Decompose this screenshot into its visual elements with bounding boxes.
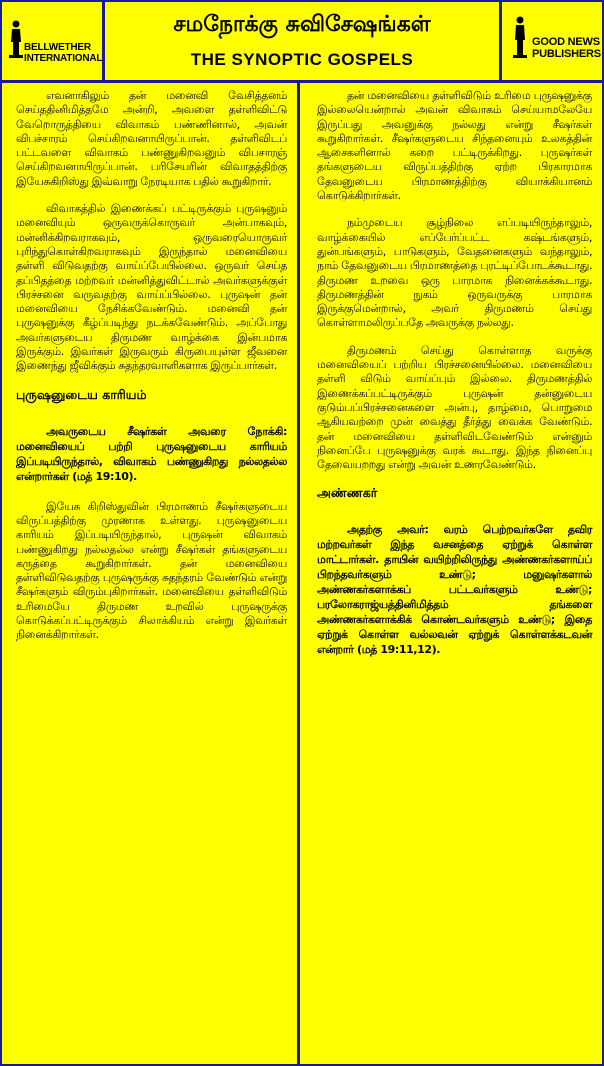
paragraph: தன் மனைவியை தள்ளிவிடும் உரிமை புருஷனுக்கு இல்லையென்றால் அவன் விவாகம் செய்யாமலேயே இருப்பது அவனுக்கு நல்லது என்று சீஷர்கள் கூறுகிறார்கள். சீஷர்களுடைய சிந்தனையும் உலகத்தின் ஆசைகளினால் கறை பட்டிருக்கிறது. புருஷர்கள் தங்களுடைய விருப்பத்திற்கு ஏற்ற பிரகாரமாக தேவனுடைய பிரமாணத்திற்கு வியாக்கியானம் கொடுக்கிறார்கள்.: [317, 89, 592, 203]
logo-line: GOOD NEWS: [532, 36, 600, 48]
paragraph: விவாகத்தில் இணைக்கப் பட்டிருக்கும் புருஷனும் மனைவியும் ஒருவருக்கொருவர் அன்பாகவும், மன்னிக்கிறவராகவும், ஒருவரையொருவர் புரிந்துகொள்கிறவராகவும் இருந்தால் மனைவியை தள்ளி விடுவதற்கு வாய்ப்பேயில்லை. ஒருவர் செய்த தப்பிதத்தை மற்றவர் மன்னித்துவிட்டால் அவர்களுக்குள் பிரச்சனை வருவதற்கு வாய்ப்பில்லை. புருஷன் தன் மனைவியை நேசிக்கவேண்டும். மனைவி தன் புருஷனுக்கு கீழ்ப்படிந்து நடக்கவேண்டும். அப்போது அவர்களுடைய திருமண வாழ்க்கை இன்பமாக இருக்கும். இவர்கள் இருவரும் கிருபையுள்ள ஜீவனை இணைந்து ஜீவிக்கும் சுதந்தரவாளிகளாக இருப்பார்கள்.: [16, 202, 287, 373]
logo-line: BELLWETHER: [24, 42, 91, 53]
person-icon: [512, 16, 528, 58]
scripture-quote: அதற்கு அவர்: வரம் பெற்றவர்களே தவிர மற்றவர்கள் இந்த வசனத்தை ஏற்றுக் கொள்ள மாட்டார்கள். தாயின் வயிற்றிலிருந்து அண்ணகர்களாய்ப் பிறந்தவர்களும் உண்டு; மனுஷர்களால் அண்ணகர்களாக்கப் பட்டவர்களும் உண்டு; பரலோகராஜ்யத்தினிமித்தம் தங்களை அண்ணகர்களாக்கிக் கொண்டவர்களும் உண்டு; இதை ஏற்றுக் கொள்ள வல்லவன் ஏற்றுக் கொள்ளக்கடவன் என்றார் (மத் 19:11,12).: [317, 523, 592, 657]
paragraph: எவனாகிலும் தன் மனைவி வேசித்தனம் செய்ததினிமித்தமே அன்றி, அவளை தள்ளிவிட்டு வேறொருத்தியை விவாகம் பண்ணினால், அவன் விபச்சாரம் செய்கிறவனாயிருப்பான். தள்ளிவிடப் பட்டவளை விவாகம் பண்ணுகிறவனும் விபசாரஞ் செய்கிறவனாயிருப்பான். பரிசேயரின் விவாதத்திற்கு இயேசுகிறிஸ்து இவ்வாறு நேரடியாக பதில் கூறுகிறார்.: [16, 89, 287, 188]
right-column: [303, 83, 602, 1064]
person-icon: [8, 20, 24, 58]
paragraph: இயேசு கிறிஸ்துவின் பிரமாணம் சீஷர்களுடைய விருப்பத்திற்கு முரணாக உள்ளது. புருஷனுடைய காரியம் இப்படியிருந்தால், புருஷன் விவாகம் பண்ணுகிறது நல்லதல்ல என்று சீஷர்கள் தங்களுடைய கருத்தை கூறுகிறார்கள். தன் மனைவியை தள்ளிவிடுவதற்கு புருஷருக்கு சுதந்தரம் வேண்டும் என்று சீஷர்களும் விரும்புகிறார்கள். மனைவியை தள்ளிவிடும் உரிமையே திருமண உறவில் புருஷருக்கு கொடுக்கப்பட்டிருக்கும் சிலாக்கியம் என்று இவர்கள் நினைக்கிறார்கள்.: [16, 499, 287, 642]
left-column: [2, 83, 300, 1064]
logo-text-left: [24, 42, 102, 64]
good-news-logo: [499, 2, 602, 80]
logo-line: INTERNATIONAL: [24, 53, 103, 64]
logo-line: PUBLISHERS: [532, 48, 601, 60]
section-heading: புருஷனுடைய காரியம்: [16, 386, 147, 402]
section-heading: அண்ணகர்: [317, 485, 378, 501]
scripture-quote: அவருடைய சீஷர்கள் அவரை நோக்கி: மனைவியைப் பற்றி புருஷனுடைய காரியம் இப்படியிருந்தால், விவாகம் பண்ணுகிறது நல்லதல்ல என்றார்கள் (மத் 19:10).: [16, 424, 287, 483]
paragraph: நம்முடைய சூழ்நிலை எப்படியிருந்தாலும், வாழ்க்கையில் எப்பேர்ப்பட்ட கஷ்டங்களும், துன்பங்களும், பாடுகளும், வேதனைகளும் வந்தாலும், நாம் தேவனுடைய பிரமாணத்தை புரட்டிப்போடக்கூடாது. திருமண உறவை ஒரு பாரமாக நினைக்கக்கூடாது. திருமணத்தின் நுகம் ஒருவருக்கு பாரமாக இருக்குமென்றால், அவர் திருமணம் செய்து கொள்ளாமலிருப்பதே அவருக்கு நல்லது.: [317, 216, 592, 330]
header: [2, 2, 602, 83]
title-area: [106, 2, 498, 80]
logo-text-right: [532, 36, 601, 60]
paragraph: திருமணம் செய்து கொள்ளாத வருக்கு மனைவியைப் பற்றிய பிரச்சனையில்லை. மனைவியை தள்ளி விடும் வாய்ப்பும் இல்லை. திருமணத்தில் இணைக்கப்பட்டிருக்கும் புருஷன் தன்னுடைய குடும்பப்பிரச்சனைகளை அன்பு, தாழ்மை, பொறுமை ஆகியவற்றை முன் வைத்து தீர்த்து வைக்க வேண்டும். தன் மனைவியை தள்ளிவிடவேண்டும் என்னும் நினைப்பே புருஷனுக்கு வரக் கூடாது. இந்த நினைப்பு தேவையறறது என்று அவன் உணரவேண்டும்.: [317, 343, 592, 472]
page-title-tamil: சமநோக்கு சுவிசேஷங்கள்: [173, 12, 431, 37]
page-title-english: THE SYNOPTIC GOSPELS: [190, 50, 414, 69]
bellwether-logo: [2, 2, 105, 80]
